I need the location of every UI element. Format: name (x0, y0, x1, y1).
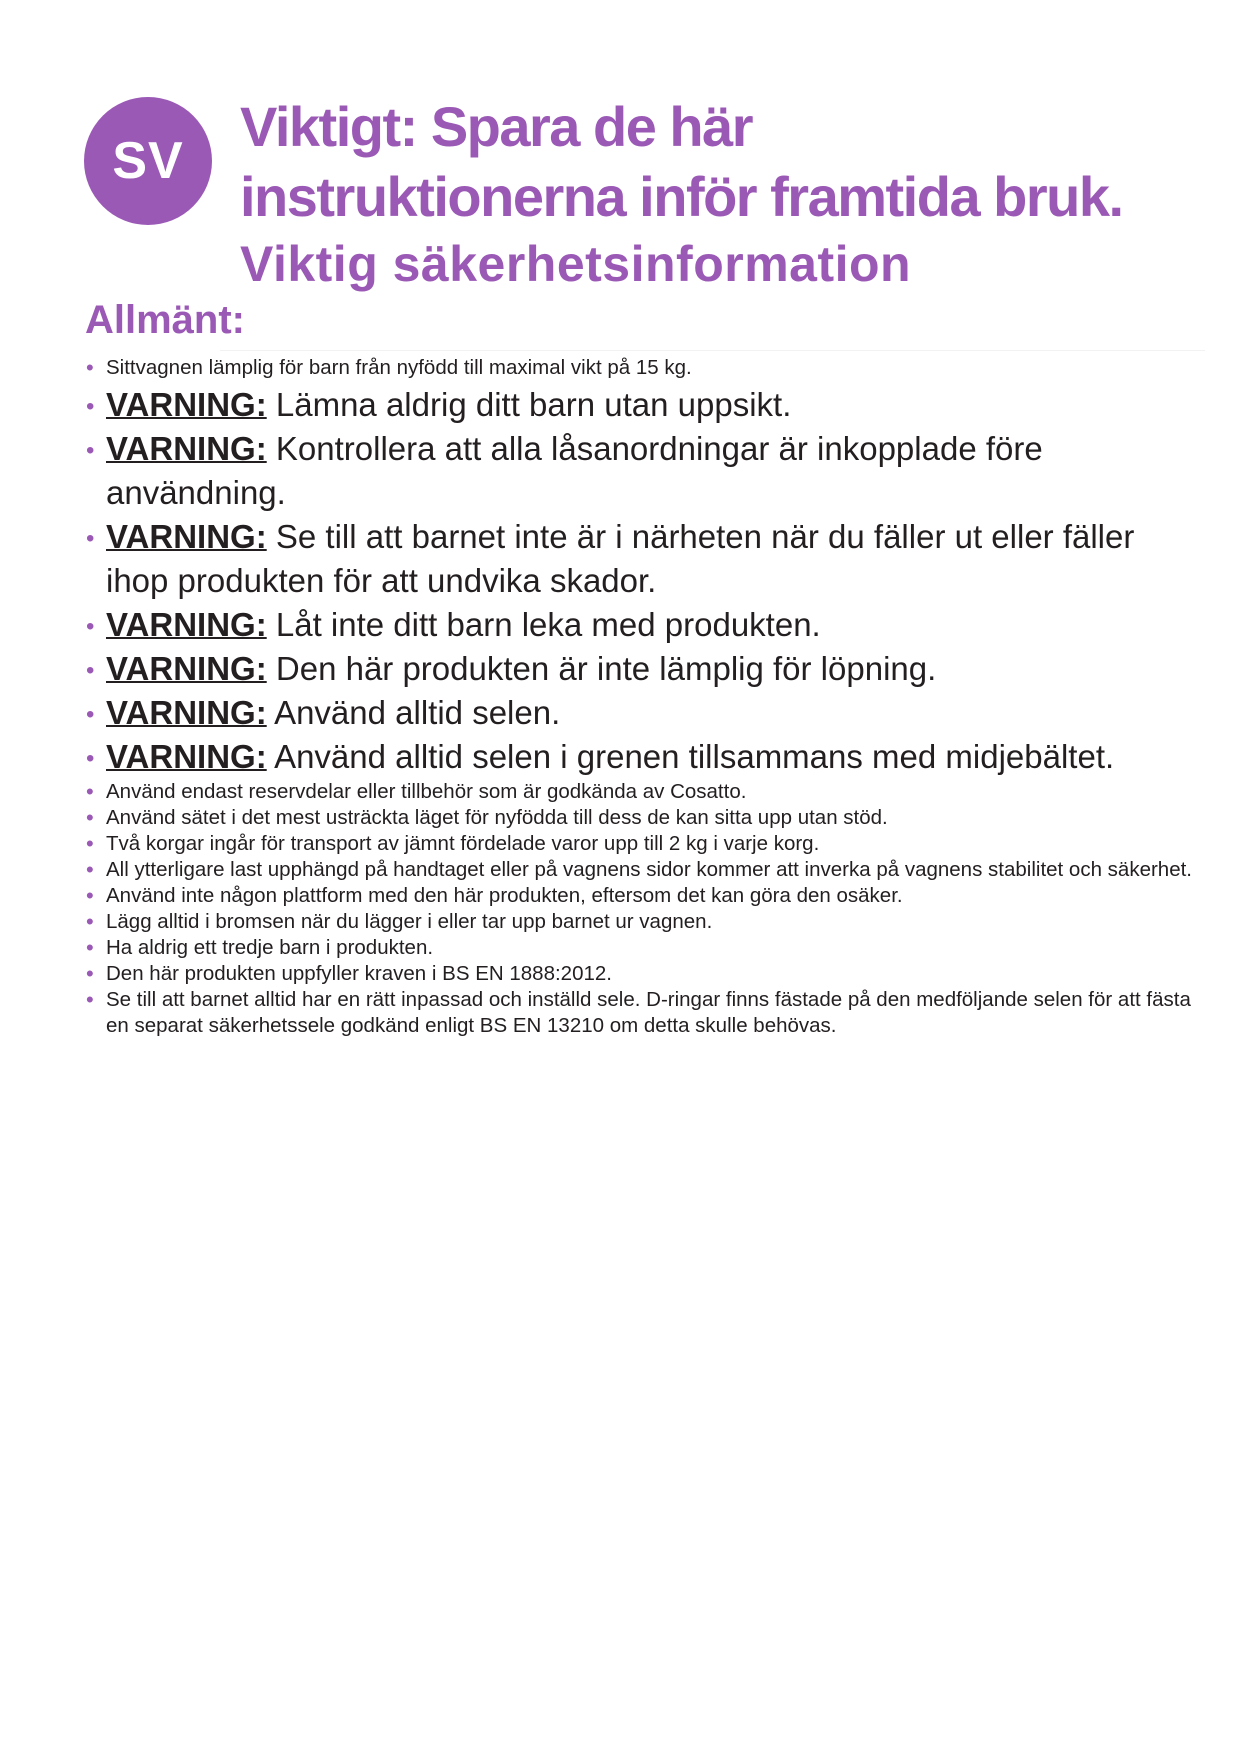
list-item (84, 805, 1204, 831)
page-header (240, 92, 1200, 296)
list-item (84, 831, 1204, 857)
list-item-text: All ytterligare last upphängd på handtaget eller på vagnens sidor kommer att inverka på vagnens stabilitet och säkerhet. (106, 858, 1192, 881)
warning-text: Använd alltid selen i grenen tillsammans med midjebältet. (266, 738, 1115, 775)
list-item (84, 961, 1204, 987)
warning-label: VARNING: (106, 430, 267, 467)
safety-list (84, 355, 1204, 1039)
warning-label: VARNING: (106, 606, 267, 643)
list-item (84, 355, 1204, 381)
list-item-text: Använd endast reservdelar eller tillbehör som är godkända av Cosatto. (106, 780, 747, 803)
list-item-text: Sittvagnen lämplig för barn från nyfödd till maximal vikt på 15 kg. (106, 356, 692, 379)
bullet-icon: • (86, 745, 95, 772)
list-item-text: Använd sätet i det mest usträckta läget för nyfödda till dess de kan sitta upp utan stöd. (106, 806, 888, 829)
list-item (84, 883, 1204, 909)
bullet-icon: • (86, 857, 94, 882)
warning-label: VARNING: (106, 694, 267, 731)
warning-label: VARNING: (106, 738, 267, 775)
divider (220, 350, 1205, 351)
warning-text: Se till att barnet inte är i närheten när du fäller ut eller fäller ihop produkten för att undvika skador. (106, 518, 1135, 599)
warning-label: VARNING: (106, 650, 267, 687)
list-item-text: Lägg alltid i bromsen när du lägger i eller tar upp barnet ur vagnen. (106, 910, 713, 933)
warning-item (84, 515, 1204, 603)
list-item-text: Använd inte någon plattform med den här produkten, eftersom det kan göra den osäker. (106, 884, 903, 907)
list-item-text: Två korgar ingår för transport av jämnt fördelade varor upp till 2 kg i varje korg. (106, 832, 820, 855)
warning-item (84, 383, 1204, 427)
list-item-text: Se till att barnet alltid har en rätt inpassad och inställd sele. D-ringar finns fästade på den medföljande selen för att fästa en separat säkerhetssele godkänd enligt BS EN 13210 om detta skulle behövas. (106, 988, 1191, 1037)
warning-item (84, 735, 1204, 779)
bullet-icon: • (86, 613, 95, 640)
bullet-icon: • (86, 437, 95, 464)
bullet-icon: • (86, 961, 94, 986)
warning-text: Lämna aldrig ditt barn utan uppsikt. (266, 386, 792, 423)
warning-text: Använd alltid selen. (266, 694, 561, 731)
warning-item (84, 691, 1204, 735)
bullet-icon: • (86, 525, 95, 552)
bullet-icon: • (86, 657, 95, 684)
warning-label: VARNING: (106, 386, 267, 423)
list-item (84, 935, 1204, 961)
list-item-text: Den här produkten uppfyller kraven i BS EN 1888:2012. (106, 962, 612, 985)
bullet-icon: • (86, 909, 94, 934)
language-code: SV (112, 132, 184, 190)
bullet-icon: • (86, 883, 94, 908)
bullet-icon: • (86, 393, 95, 420)
bullet-icon: • (86, 831, 94, 856)
page-subtitle: Viktig säkerhetsinformation (240, 236, 912, 292)
bullet-icon: • (86, 355, 94, 380)
bullet-icon: • (86, 935, 94, 960)
warning-text: Kontrollera att alla låsanordningar är inkopplade före användning. (106, 430, 1043, 511)
warning-item (84, 603, 1204, 647)
bullet-icon: • (86, 805, 94, 830)
list-item-text: Ha aldrig ett tredje barn i produkten. (106, 936, 434, 959)
warning-label: VARNING: (106, 518, 267, 555)
list-item (84, 987, 1204, 1039)
list-item (84, 909, 1204, 935)
language-badge (84, 97, 212, 225)
warning-text: Den här produkten är inte lämplig för löpning. (266, 650, 937, 687)
bullet-icon: • (86, 987, 94, 1012)
warning-item (84, 647, 1204, 691)
warning-text: Låt inte ditt barn leka med produkten. (266, 606, 821, 643)
section-heading: Allmänt: (85, 298, 245, 342)
warning-item (84, 427, 1204, 515)
bullet-icon: • (86, 701, 95, 728)
bullet-icon: • (86, 779, 94, 804)
list-item (84, 779, 1204, 805)
list-item (84, 857, 1204, 883)
page-title-line-2: instruktionerna inför framtida bruk. (240, 165, 1123, 228)
page-title-line-1: Viktigt: Spara de här (240, 95, 753, 158)
